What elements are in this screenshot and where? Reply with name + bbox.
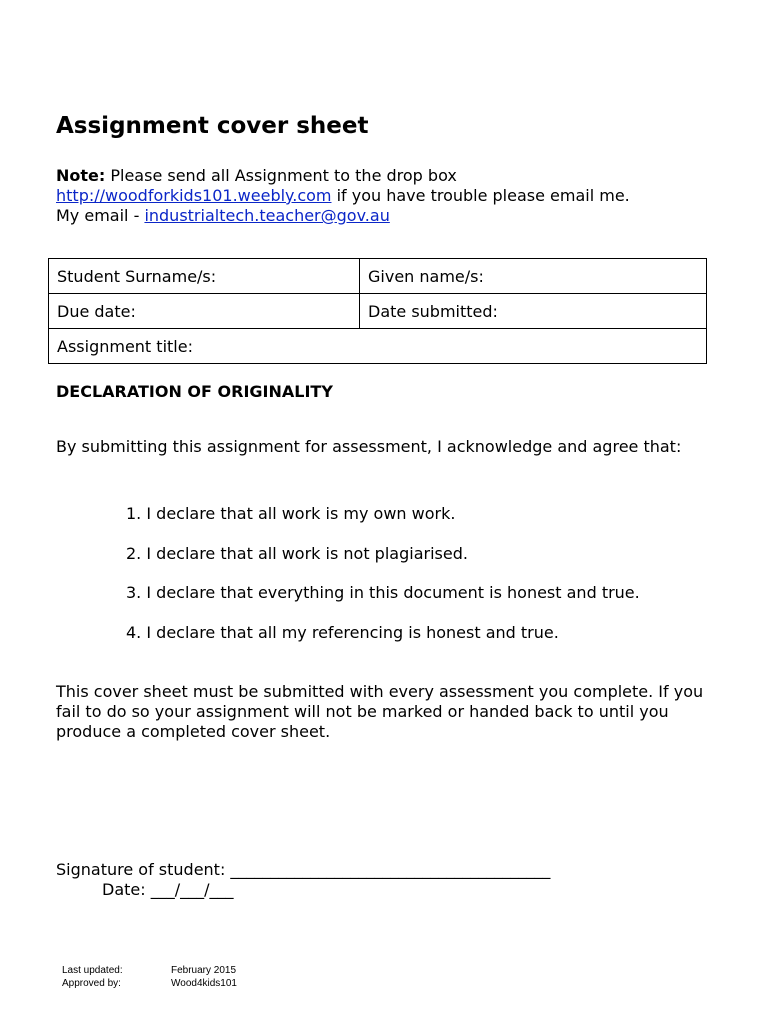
document-title: Assignment cover sheet (56, 113, 369, 139)
list-item: 3. I declare that everything in this document is honest and true. (126, 583, 640, 602)
student-info-table (48, 258, 707, 364)
assignment-title-cell[interactable]: Assignment title: (49, 329, 707, 364)
note-paragraph (56, 166, 630, 226)
due-date-cell[interactable]: Due date: (49, 294, 360, 329)
note-line-1 (56, 166, 630, 186)
footer-label-approved: Approved by: (62, 978, 121, 989)
declaration-list (56, 504, 768, 662)
footer-label-updated: Last updated: (62, 965, 123, 976)
email-prefix: My email - (56, 206, 145, 225)
footer-value-updated: February 2015 (171, 965, 237, 976)
table-row (49, 259, 707, 294)
date-line[interactable]: Date: ___/___/___ (102, 880, 234, 899)
footer-labels (62, 964, 123, 990)
footer-value-approved: Wood4kids101 (171, 978, 237, 989)
note-text-2: if you have trouble please email me. (331, 186, 630, 205)
footer-values (171, 964, 237, 990)
cover-sheet-notice: This cover sheet must be submitted with every assessment you complete. If you fail to do so your assignment will not be marked or handed back to until you produce a completed cover sheet. (56, 682, 704, 741)
list-item: 2. I declare that all work is not plagiarised. (126, 543, 468, 563)
surname-cell[interactable]: Student Surname/s: (49, 259, 360, 294)
list-item: 1. I declare that all work is my own work. (126, 504, 456, 523)
dropbox-link[interactable]: http://woodforkids101.weebly.com (56, 186, 332, 205)
given-name-cell[interactable]: Given name/s: (360, 259, 707, 294)
signature-line[interactable]: Signature of student: ________________________________________ (56, 860, 551, 879)
list-item: 4. I declare that all my referencing is honest and true. (126, 622, 559, 642)
declaration-intro: By submitting this assignment for assessment, I acknowledge and agree that: (56, 437, 682, 456)
note-label: Note: (56, 166, 106, 185)
declaration-heading: DECLARATION OF ORIGINALITY (56, 382, 333, 401)
email-link[interactable]: industrialtech.teacher@gov.au (144, 206, 390, 225)
table-row (49, 329, 707, 364)
date-submitted-cell[interactable]: Date submitted: (360, 294, 707, 329)
note-line-2 (56, 186, 630, 206)
note-line-3 (56, 206, 630, 226)
note-text: Please send all Assignment to the drop box (105, 166, 457, 185)
table-row (49, 294, 707, 329)
